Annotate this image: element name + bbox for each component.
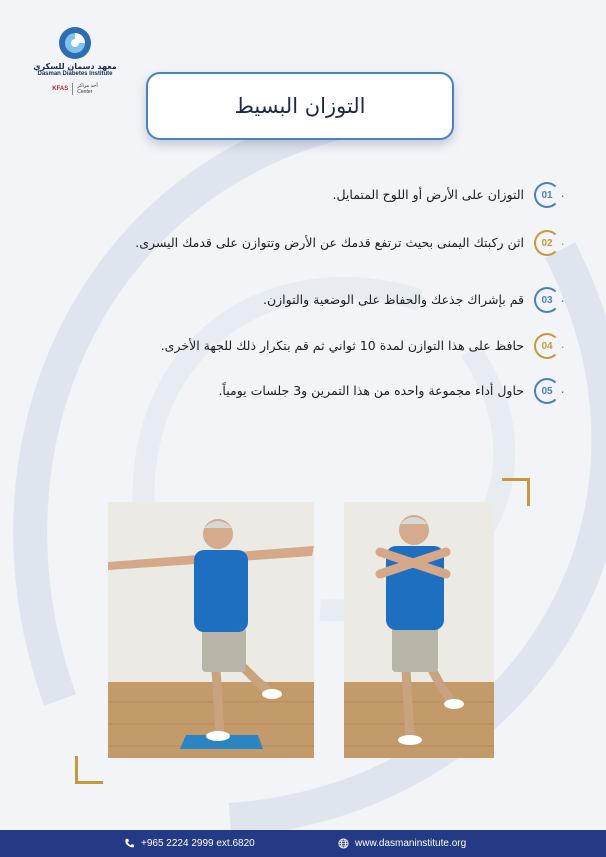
step-text: التوزان على الأرض أو اللوح المتمايل.: [332, 187, 524, 202]
step-item: [74, 182, 560, 208]
kfas-divider: [72, 83, 73, 95]
step-number: 04 .: [534, 333, 560, 359]
balance-board-illustration: [108, 502, 314, 758]
step-text: قم بإشراك جذعك والحفاظ على الوضعية والتوازن.: [262, 292, 524, 307]
step-item: [74, 287, 560, 313]
step-item: [74, 333, 560, 359]
brand-name-ar: معهد دسمان للسكري: [33, 62, 117, 71]
corner-bracket-bottom-left: [75, 756, 103, 784]
step-item: [74, 378, 560, 404]
kfas-center-ar: أحد مراكز: [77, 83, 98, 89]
step-item: [74, 230, 560, 256]
kfas-center-en: Center: [77, 89, 93, 95]
exercise-photo-crossed-arms: [344, 502, 494, 758]
footer-bar: [0, 830, 606, 857]
phone-icon: [124, 838, 135, 849]
step-number: 02 .: [534, 230, 560, 256]
step-number: 05 .: [534, 378, 560, 404]
phone-number: +965 2224 2999 ext.6820: [141, 838, 255, 849]
title-card: [146, 72, 454, 140]
step-text: حافظ على هذا التوازن لمدة 10 ثواني ثم قم بتكرار ذلك للجهة الأخرى.: [160, 338, 524, 353]
kfas-logo: [20, 83, 130, 95]
corner-bracket-top-right: [502, 478, 530, 506]
step-text: حاول أداء مجموعة واحده من هذا التمرين و3 جلسات يومياً.: [218, 383, 524, 398]
globe-icon: [338, 838, 349, 849]
step-number: 03 .: [534, 287, 560, 313]
dasman-logo-icon: [58, 26, 92, 60]
page-title: التوزان البسيط: [234, 94, 366, 118]
kfas-center-text: [77, 83, 97, 95]
brand-name-en: Dasman Diabetes Institute: [37, 71, 113, 77]
footer-website: [338, 838, 466, 849]
website-link[interactable]: www.dasmaninstitute.org: [355, 838, 467, 849]
step-number: 01 .: [534, 182, 560, 208]
exercise-photo-balance-board: [108, 502, 314, 758]
step-text: اثن ركبتك اليمنى بحيث ترتفع قدمك عن الأرض وتتوازن على قدمك اليسرى.: [135, 235, 524, 250]
footer-phone: [124, 838, 255, 849]
kfas-mark: KFAS: [52, 86, 69, 92]
crossed-arms-illustration: [344, 502, 494, 758]
brand-logo: [20, 26, 130, 95]
